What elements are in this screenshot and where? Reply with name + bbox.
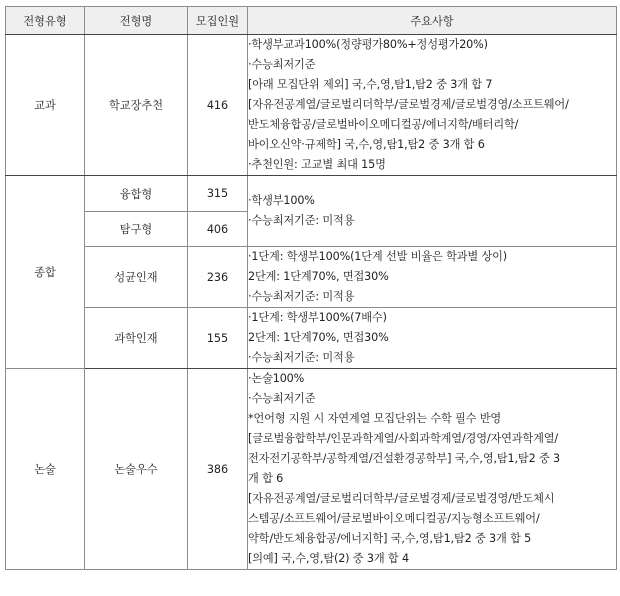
note-line: [자유전공계열/글로벌리더학부/글로벌경제/글로벌경영/반도체시 xyxy=(248,492,555,505)
note-line: 약학/반도체융합공/에너지학] 국,수,영,탐1,탐2 중 3개 합 5 xyxy=(248,532,532,545)
cell-name-inquiry: 탐구형 xyxy=(85,212,188,247)
note-line: ·수능최저기준: 미적용 xyxy=(248,290,355,303)
note-line: [글로벌융합학부/인문과학계열/사회과학계열/경영/자연과학계열/ xyxy=(248,432,559,445)
cell-quota-essay: 386 xyxy=(188,369,248,570)
cell-quota-fusion: 315 xyxy=(188,176,248,212)
note-line: ·학생부100% xyxy=(248,194,315,207)
cell-name-science-talent: 과학인재 xyxy=(85,308,188,369)
cell-type-essay: 논술 xyxy=(6,369,85,570)
cell-notes-science-talent xyxy=(248,308,617,369)
cell-notes-fusion-inquiry xyxy=(248,176,617,247)
note-line: 전자전기공학부/공학계열/건설환경공학부] 국,수,영,탐1,탐2 중 3 xyxy=(248,452,560,465)
note-line: ·논술100% xyxy=(248,372,305,385)
note-line: ·수능최저기준: 미적용 xyxy=(248,351,355,364)
header-notes: 주요사항 xyxy=(248,7,617,35)
note-line: [아래 모집단위 제외] 국,수,영,탐1,탐2 중 3개 합 7 xyxy=(248,78,493,91)
cell-type-comprehensive: 종합 xyxy=(6,176,85,369)
note-line: 개 합 6 xyxy=(248,472,284,485)
cell-notes-school-recommendation xyxy=(248,35,617,176)
note-line: ·추천인원: 고교별 최대 15명 xyxy=(248,158,386,171)
cell-quota-inquiry: 406 xyxy=(188,212,248,247)
cell-notes-essay xyxy=(248,369,617,570)
note-line: ·수능최저기준 xyxy=(248,58,316,71)
note-line: ·수능최저기준 xyxy=(248,392,316,405)
table-row-essay xyxy=(6,369,617,570)
table-row-fusion xyxy=(6,176,617,212)
cell-name-skku-talent: 성균인재 xyxy=(85,247,188,308)
note-line: [자유전공계열/글로벌리더학부/글로벌경제/글로벌경영/소프트웨어/ xyxy=(248,98,569,111)
cell-quota-skku-talent: 236 xyxy=(188,247,248,308)
cell-name-essay: 논술우수 xyxy=(85,369,188,570)
table-row-school-recommendation xyxy=(6,35,617,176)
note-line: *언어형 지원 시 자연계열 모집단위는 수학 필수 반영 xyxy=(248,412,502,425)
cell-quota-school-recommendation: 416 xyxy=(188,35,248,176)
note-line: 2단계: 1단계70%, 면접30% xyxy=(248,331,389,344)
note-line: 바이오신약·규제학] 국,수,영,탐1,탐2 중 3개 합 6 xyxy=(248,138,485,151)
cell-quota-science-talent: 155 xyxy=(188,308,248,369)
header-row xyxy=(6,7,617,35)
table-row-science-talent xyxy=(6,308,617,369)
admissions-table xyxy=(5,6,617,570)
note-line: 반도체융합공/글로벌바이오메디컬공/에너지학/배터리학/ xyxy=(248,118,519,131)
cell-name-school-recommendation: 학교장추천 xyxy=(85,35,188,176)
cell-type-subject: 교과 xyxy=(6,35,85,176)
note-line: 2단계: 1단계70%, 면접30% xyxy=(248,270,389,283)
note-line: 스템공/소프트웨어/글로벌바이오메디컬공/지능형소프트웨어/ xyxy=(248,512,540,525)
header-quota: 모집인원 xyxy=(188,7,248,35)
note-line: ·수능최저기준: 미적용 xyxy=(248,214,355,227)
table-row-skku-talent xyxy=(6,247,617,308)
note-line: ·학생부교과100%(정량평가80%+정성평가20%) xyxy=(248,38,488,51)
cell-name-fusion: 융합형 xyxy=(85,176,188,212)
header-name: 전형명 xyxy=(85,7,188,35)
note-line: ·1단계: 학생부100%(1단계 선발 비율은 학과별 상이) xyxy=(248,250,507,263)
note-line: ·1단계: 학생부100%(7배수) xyxy=(248,311,387,324)
cell-notes-skku-talent xyxy=(248,247,617,308)
header-type: 전형유형 xyxy=(6,7,85,35)
note-line: [의예] 국,수,영,탐(2) 중 3개 합 4 xyxy=(248,552,409,565)
